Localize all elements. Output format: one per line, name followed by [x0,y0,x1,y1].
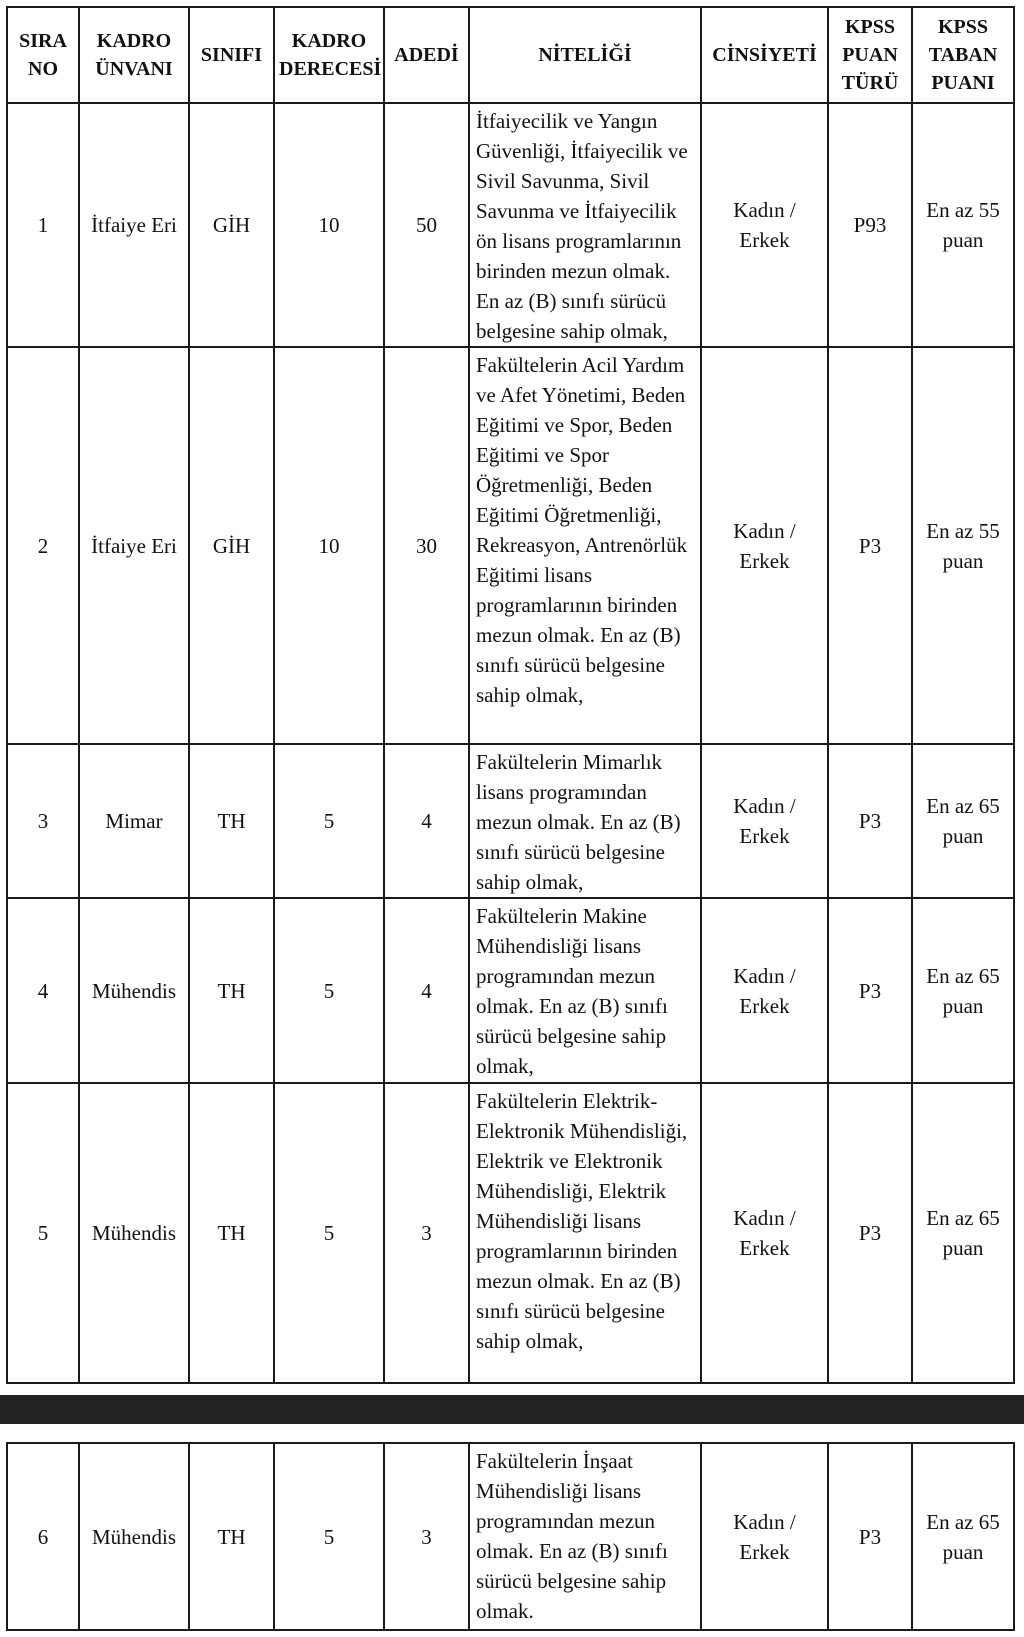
cell-sinifi: GİH [189,103,274,347]
header-kadro-derecesi: KADRO DERECESİ [274,7,384,103]
cell-kadro-unvani: Mühendis [79,1443,189,1630]
cell-adedi: 3 [384,1083,469,1383]
cell-adedi: 4 [384,898,469,1083]
cell-sinifi: TH [189,898,274,1083]
cell-niteligi: Fakültelerin Acil Yardım ve Afet Yönetimi, Beden Eğitimi ve Spor, Beden Eğitimi ve Spor Öğretmenliği, Beden Eğitimi Öğretmenliği, Rekreasyon, Antrenörlük Eğitimi lisans programlarının birinden mezun olmak. En az (B) sınıfı sürücü belgesine sahip olmak, [469,347,701,744]
header-kpss-puan-turu: KPSS PUAN TÜRÜ [828,7,912,103]
header-kadro-unvani: KADRO ÜNVANI [79,7,189,103]
cell-cinsiyeti: Kadın / Erkek [701,744,828,898]
cell-cinsiyeti: Kadın / Erkek [701,898,828,1083]
cell-adedi: 3 [384,1443,469,1630]
table-row [7,347,1014,744]
cell-kpss-taban-puani: En az 55 puan [912,347,1014,744]
cell-kpss-puan-turu: P93 [828,103,912,347]
page-break-band [0,1395,1024,1424]
cell-sinifi: TH [189,1443,274,1630]
cell-kadro-derecesi: 10 [274,347,384,744]
cell-kpss-taban-puani: En az 65 puan [912,898,1014,1083]
cell-kpss-taban-puani: En az 65 puan [912,744,1014,898]
staff-positions-table-continued [6,1442,1015,1631]
header-kpss-taban-puani: KPSS TABAN PUANI [912,7,1014,103]
cell-kpss-puan-turu: P3 [828,1443,912,1630]
cell-sira-no: 1 [7,103,79,347]
cell-sira-no: 5 [7,1083,79,1383]
cell-sinifi: TH [189,1083,274,1383]
header-adedi: ADEDİ [384,7,469,103]
cell-sira-no: 3 [7,744,79,898]
cell-kpss-puan-turu: P3 [828,347,912,744]
cell-kadro-unvani: İtfaiye Eri [79,347,189,744]
cell-kpss-taban-puani: En az 55 puan [912,103,1014,347]
cell-kadro-unvani: Mimar [79,744,189,898]
table-row [7,744,1014,898]
table-row [7,1083,1014,1383]
table-row [7,1443,1014,1630]
header-row [7,7,1014,103]
cell-kadro-derecesi: 5 [274,1443,384,1630]
cell-niteligi: Fakültelerin Elektrik-Elektronik Mühendisliği, Elektrik ve Elektronik Mühendisliği, Elektrik Mühendisliği lisans programlarının birinden mezun olmak. En az (B) sınıfı sürücü belgesine sahip olmak, [469,1083,701,1383]
cell-niteligi: Fakültelerin İnşaat Mühendisliği lisans programından mezun olmak. En az (B) sınıfı sürücü belgesine sahip olmak. [469,1443,701,1630]
cell-sira-no: 4 [7,898,79,1083]
cell-kpss-puan-turu: P3 [828,744,912,898]
header-sira-no: SIRA NO [7,7,79,103]
cell-kadro-unvani: Mühendis [79,1083,189,1383]
cell-kpss-puan-turu: P3 [828,1083,912,1383]
cell-kpss-taban-puani: En az 65 puan [912,1443,1014,1630]
header-cinsiyeti: CİNSİYETİ [701,7,828,103]
cell-cinsiyeti: Kadın / Erkek [701,347,828,744]
cell-adedi: 4 [384,744,469,898]
cell-kadro-derecesi: 10 [274,103,384,347]
cell-kadro-derecesi: 5 [274,1083,384,1383]
staff-positions-table [6,6,1015,1384]
cell-cinsiyeti: Kadın / Erkek [701,1443,828,1630]
cell-adedi: 30 [384,347,469,744]
cell-kpss-puan-turu: P3 [828,898,912,1083]
table-row [7,103,1014,347]
cell-kadro-unvani: Mühendis [79,898,189,1083]
cell-cinsiyeti: Kadın / Erkek [701,1083,828,1383]
header-sinifi: SINIFI [189,7,274,103]
cell-kadro-derecesi: 5 [274,744,384,898]
cell-kadro-unvani: İtfaiye Eri [79,103,189,347]
cell-niteligi: Fakültelerin Makine Mühendisliği lisans programından mezun olmak. En az (B) sınıfı sürücü belgesine sahip olmak, [469,898,701,1083]
cell-niteligi: Fakültelerin Mimarlık lisans programından mezun olmak. En az (B) sınıfı sürücü belgesine sahip olmak, [469,744,701,898]
table-row [7,898,1014,1083]
cell-kpss-taban-puani: En az 65 puan [912,1083,1014,1383]
cell-sinifi: GİH [189,347,274,744]
cell-cinsiyeti: Kadın / Erkek [701,103,828,347]
cell-niteligi: İtfaiyecilik ve Yangın Güvenliği, İtfaiyecilik ve Sivil Savunma, Sivil Savunma ve İtfaiyecilik ön lisans programlarının birinden mezun olmak. En az (B) sınıfı sürücü belgesine sahip olmak, [469,103,701,347]
cell-kadro-derecesi: 5 [274,898,384,1083]
cell-sinifi: TH [189,744,274,898]
cell-sira-no: 2 [7,347,79,744]
cell-sira-no: 6 [7,1443,79,1630]
header-niteligi: NİTELİĞİ [469,7,701,103]
cell-adedi: 50 [384,103,469,347]
